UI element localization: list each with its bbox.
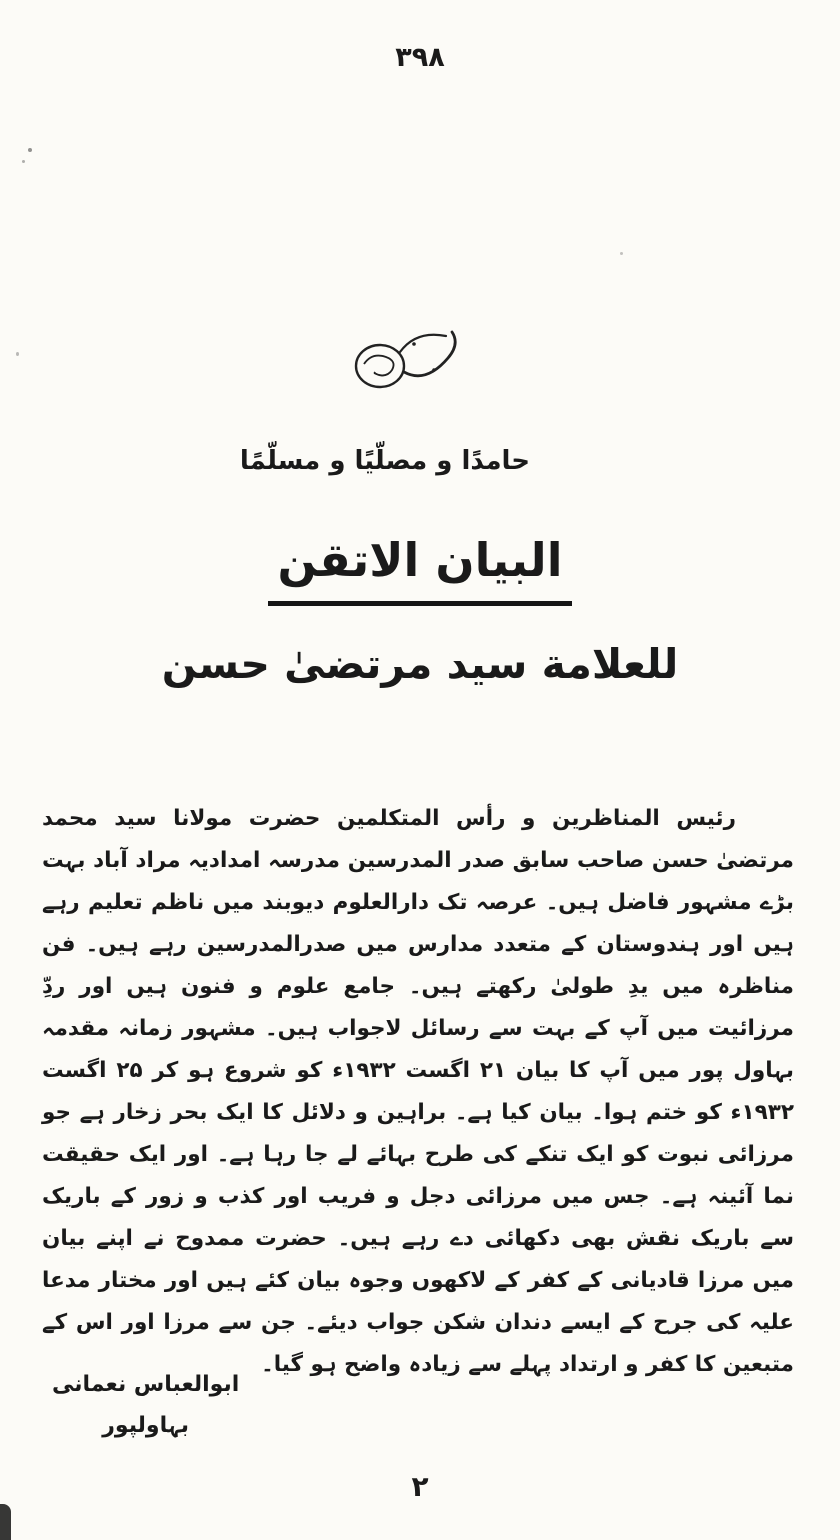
author-attribution-title: للعلامة سید مرتضیٰ حسن xyxy=(161,640,679,688)
scan-edge-smudge xyxy=(0,1504,11,1540)
title-row xyxy=(0,533,840,606)
scan-speck xyxy=(16,352,19,356)
scan-speck xyxy=(22,160,25,163)
signature-name: ابوالعباس نعمانی xyxy=(52,1372,240,1397)
page-number-bottom: ۲ xyxy=(411,1470,429,1503)
scan-speck xyxy=(28,148,32,152)
scan-speck xyxy=(620,252,623,255)
introduction-paragraph: رئیس المناظرین و رأس المتکلمین حضرت مولانا سید محمد مرتضیٰ حسن صاحب سابق صدر المدرسین مدرسہ امدادیہ مراد آباد بہت بڑے مشہور فاضل ہیں۔ عرصہ تک دارالعلوم دیوبند میں ناظم تعلیم رہے ہیں اور ہندوستان کے متعدد مدارس میں صدرالمدرسین رہے ہیں۔ فن مناظرہ میں یدِ طولیٰ رکھتے ہیں۔ جامع علوم و فنون ہیں اور ردِّ مرزائیت میں آپ کے بہت سے رسائل لاجواب ہیں۔ مشہور زمانہ مقدمہ بہاول پور میں آپ کا بیان ۲۱ اگست ۱۹۳۲ء کو شروع ہو کر ۲۵ اگست ۱۹۳۲ء کو ختم ہوا۔ بیان کیا ہے۔ براہین و دلائل کا ایک بحر زخار ہے جو مرزائی نبوت کو ایک تنکے کی طرح بہائے لے جا رہا ہے۔ اور ایک حقیقت نما آئینہ ہے۔ جس میں مرزائی دجل و فریب اور کذب و زور کے باریک سے باریک نقش بھی دکھائی دے رہے ہیں۔ حضرت ممدوح نے اپنے بیان میں مرزا قادیانی کے کفر کے لاکھوں وجوہ بیان کئے ہیں اور مختار مدعا علیہ کی جرح کے ایسے دندان شکن جواب دیئے۔ جن سے مرزا اور اس کے متبعین کا کفر و ارتداد پہلے سے زیادہ واضح ہو گیا۔ xyxy=(42,806,794,1377)
signature-place: بہاولپور xyxy=(102,1413,190,1438)
bismillah-calligraphy-icon xyxy=(350,320,465,398)
signature-block xyxy=(52,1372,239,1438)
invocation-line: حامدًا و مصلّیًا و مسلّمًا xyxy=(239,446,531,476)
page-number-top: ۳۹۸ xyxy=(395,42,445,73)
book-title: البیان الاتقن xyxy=(268,533,573,606)
